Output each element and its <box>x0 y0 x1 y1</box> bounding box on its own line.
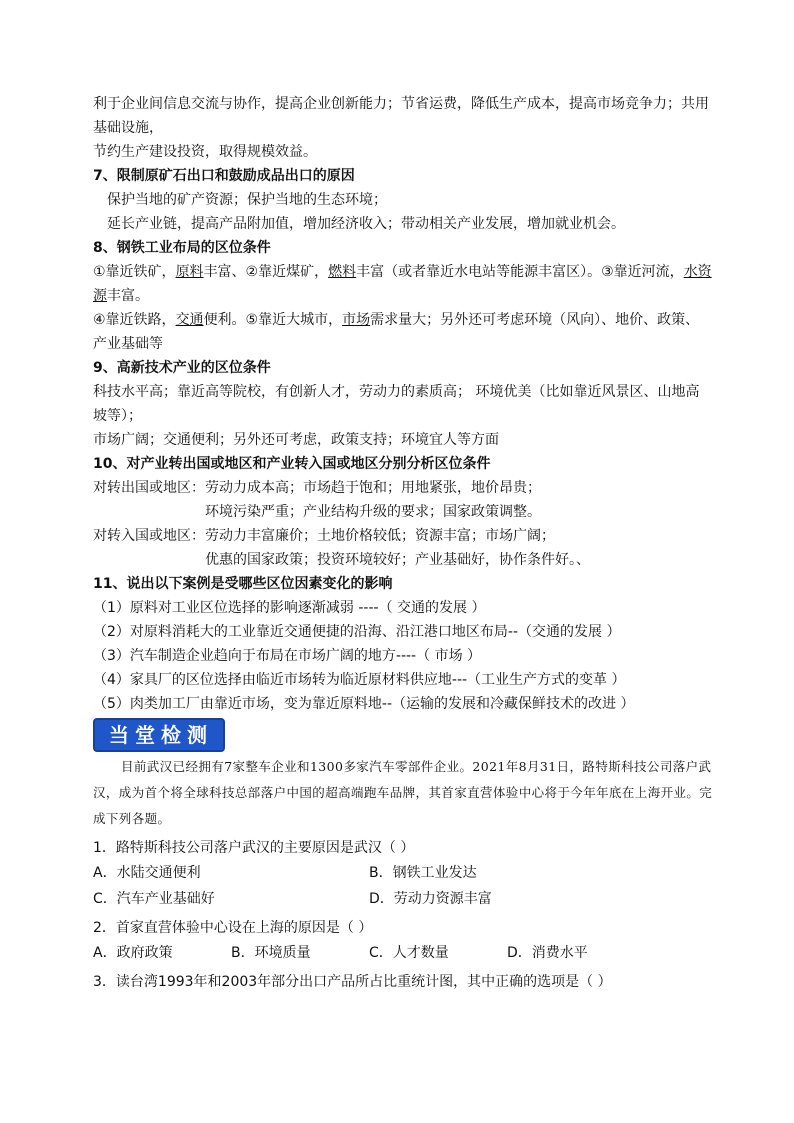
s8-underline-water: 水资源 <box>93 264 712 304</box>
s8-text: 需求量大；另外还可考虑环境（风向）、地价、政策、产业基础等 <box>93 312 700 352</box>
question-3-stem: 3．读台湾1993年和2003年部分出口产品所占比重统计图，其中正确的选项是（ ） <box>93 974 612 990</box>
section-7-line-1: 保护当地的矿产资源；保护当地的生态环境； <box>107 192 387 208</box>
question-1-options-row-1 <box>93 860 713 886</box>
s8-underline-traffic: 交通 <box>175 312 204 328</box>
section-10-in-2: 优惠的国家政策；投资环境较好；产业基础好，协作条件好。、 <box>205 552 590 568</box>
question-1-options-row-2 <box>93 886 713 912</box>
s8-text: 便利。⑤靠近大城市， <box>203 312 343 328</box>
section-11-item-5: （5）肉类加工厂由靠近市场，变为靠近原料地--（运输的发展和冷藏保鲜技术的改进 ） <box>93 696 635 712</box>
s8-underline-raw: 原料 <box>175 264 204 280</box>
s8-text: 丰富（或者靠近水电站等能源丰富区）。③靠近河流， <box>356 264 684 280</box>
q1-option-a[interactable]: A．水陆交通便利 <box>93 865 201 881</box>
document-page <box>93 92 713 994</box>
section-9-line-1: 科技水平高；靠近高等院校，有创新人才，劳动力的素质高； 环境优美（比如靠近风景区、山地高坡等）； <box>93 384 700 424</box>
section-11-item-1: （1）原料对工业区位选择的影响逐渐减弱 ----（ 交通的发展 ） <box>93 600 486 616</box>
intro-line-2: 节约生产建设投资，取得规模效益。 <box>93 144 317 160</box>
section-8-paragraph-2 <box>93 308 713 356</box>
section-8-paragraph-1 <box>93 260 713 308</box>
section-10-out-1 <box>93 476 713 500</box>
section-10-heading: 10、对产业转出国或地区和产业转入国或地区分别分析区位条件 <box>93 456 491 472</box>
intro-line-1: 利于企业间信息交流与协作，提高企业创新能力；节省运费，降低生产成本，提高市场竞争力；共用基础设施， <box>93 96 709 136</box>
s8-text: ①靠近铁矿， <box>93 264 176 280</box>
out-label: 对转出国或地区： <box>93 480 205 496</box>
in-text-1: 劳动力丰富廉价；土地价格较低；资源丰富；市场广阔； <box>205 528 555 544</box>
section-9-line-2: 市场广阔；交通便利；另外还可考虑，政策支持；环境宜人等方面 <box>93 432 499 448</box>
question-2-options <box>93 940 713 966</box>
section-8-heading: 8、钢铁工业布局的区位条件 <box>93 240 271 256</box>
q2-option-a[interactable]: A．政府政策 <box>93 945 173 961</box>
out-text-1: 劳动力成本高；市场趋于饱和；用地紧张，地价昂贵； <box>205 480 541 496</box>
q1-option-d[interactable]: D．劳动力资源丰富 <box>369 891 492 907</box>
in-class-test-banner: 当堂检测 <box>93 718 225 752</box>
section-11-item-4: （4）家具厂的区位选择由临近市场转为临近原材料供应地---（工业生产方式的变革 ） <box>93 672 626 688</box>
section-9-heading: 9、高新技术产业的区位条件 <box>93 360 271 376</box>
section-7-line-2: 延长产业链，提高产品附加值，增加经济收入；带动相关产业发展，增加就业机会。 <box>107 216 625 232</box>
question-2-stem: 2．首家直营体验中心设在上海的原因是（ ） <box>93 920 373 936</box>
s8-text: 丰富。 <box>107 288 149 304</box>
section-10-out-2: 环境污染严重；产业结构升级的要求；国家政策调整。 <box>205 504 541 520</box>
s8-underline-fuel: 燃料 <box>328 264 357 280</box>
q1-option-c[interactable]: C．汽车产业基础好 <box>93 891 215 907</box>
s8-text: ④靠近铁路， <box>93 312 176 328</box>
section-11-heading: 11、说出以下案例是受哪些区位因素变化的影响 <box>93 576 393 592</box>
exercise-passage: 目前武汉已经拥有7家整车企业和1300多家汽车零部件企业。2021年8月31日，路特斯科技公司落户武汉，成为首个将全球科技总部落户中国的超高端跑车品牌，其首家直营体验中心将于今年年底在上海开业。完成下列各题。 <box>93 759 713 826</box>
section-11-item-2: （2）对原料消耗大的工业靠近交通便捷的沿海、沿江港口地区布局--（交通的发展 ） <box>93 624 621 640</box>
in-label: 对转入国或地区： <box>93 528 205 544</box>
q1-option-b[interactable]: B．钢铁工业发达 <box>369 865 477 881</box>
q2-option-d[interactable]: D．消费水平 <box>507 945 588 961</box>
q2-option-b[interactable]: B．环境质量 <box>231 945 311 961</box>
section-11-item-3: （3）汽车制造企业趋向于布局在市场广阔的地方----（ 市场 ） <box>93 648 482 664</box>
q2-option-c[interactable]: C．人才数量 <box>369 945 449 961</box>
section-10-in-1 <box>93 524 713 548</box>
section-7-heading: 7、限制原矿石出口和鼓励成品出口的原因 <box>93 168 355 184</box>
s8-underline-market: 市场 <box>342 312 371 328</box>
s8-text: 丰富、②靠近煤矿， <box>203 264 329 280</box>
question-1-stem: 1．路特斯科技公司落户武汉的主要原因是武汉（ ） <box>93 840 415 856</box>
